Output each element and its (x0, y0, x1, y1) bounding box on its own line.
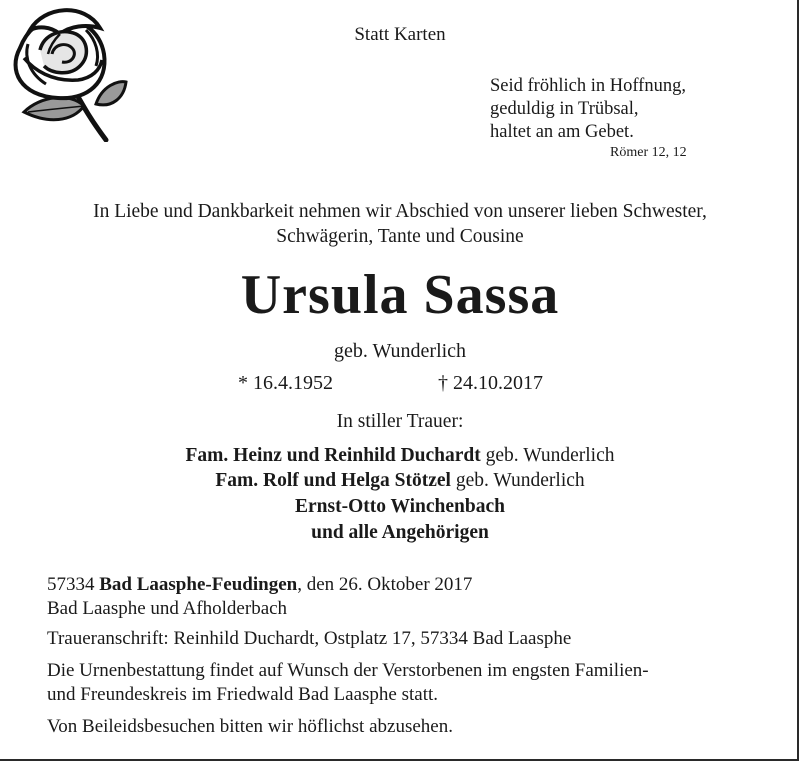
place-line: Bad Laasphe und Afholderbach (47, 598, 288, 619)
mourning-address: Traueranschrift: Reinhild Duchardt, Ostplatz 17, 57334 Bad Laasphe (47, 628, 572, 649)
place-date-line (47, 574, 472, 596)
maiden-name: geb. Wunderlich (333, 340, 467, 362)
verse-line: haltet an am Gebet. (490, 122, 634, 142)
mourner-name: Fam. Heinz und Reinhild Duchardt (185, 445, 481, 466)
notice-line: Von Beileidsbesuchen bitten wir höflichst abzusehen. (47, 716, 453, 737)
place-zip: 57334 (47, 574, 100, 595)
verse-line: geduldig in Trübsal, (490, 99, 639, 119)
notice-line: und Freundeskreis im Friedwald Bad Laasphe statt. (47, 684, 439, 705)
header-text: Statt Karten (354, 24, 446, 45)
deceased-name: Ursula Sassa (240, 264, 560, 326)
mourner-name: Fam. Rolf und Helga Stötzel (215, 470, 451, 491)
birth-date: * 16.4.1952 (238, 372, 333, 394)
intro-line: In Liebe und Dankbarkeit nehmen wir Abschied von unserer lieben Schwester, (93, 201, 707, 222)
notice-line: Die Urnenbestattung findet auf Wunsch der Verstorbenen im engsten Familien- (47, 660, 649, 681)
death-date: † 24.10.2017 (438, 372, 543, 394)
mourner-line (0, 496, 800, 518)
intro-line: Schwägerin, Tante und Cousine (276, 226, 524, 247)
mourner-line (0, 470, 800, 492)
verse-reference: Römer 12, 12 (610, 145, 687, 160)
mourners-heading: In stiller Trauer: (336, 411, 464, 432)
verse-line: Seid fröhlich in Hoffnung, (490, 76, 686, 96)
mourner-name: Ernst-Otto Winchenbach (294, 496, 505, 517)
mourner-maiden: geb. Wunderlich (480, 445, 615, 466)
mourner-name: und alle Angehörigen (311, 522, 489, 543)
mourner-line (0, 445, 800, 467)
mourner-maiden: geb. Wunderlich (450, 470, 585, 491)
place-date: , den 26. Oktober 2017 (297, 574, 473, 595)
mourner-line (0, 522, 800, 544)
place-name: Bad Laasphe-Feudingen (99, 574, 298, 595)
